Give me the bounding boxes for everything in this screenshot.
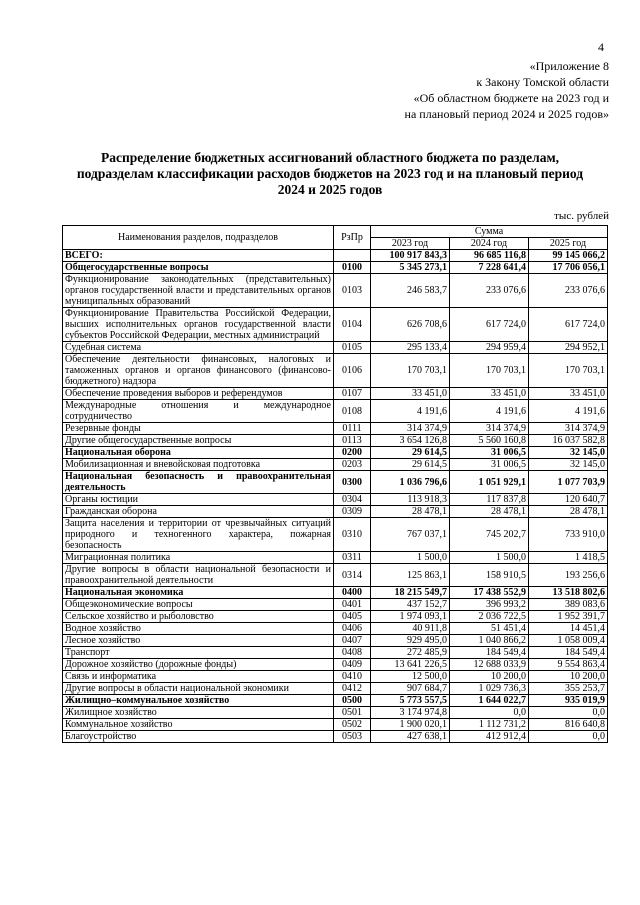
row-value-2023: 295 133,4 [371, 342, 450, 354]
row-value-2024: 158 910,5 [450, 564, 529, 587]
row-value-2025: 10 200,0 [529, 671, 608, 683]
row-value-2025: 17 706 056,1 [529, 262, 608, 274]
row-value-2025: 32 145,0 [529, 459, 608, 471]
row-name-cell: Национальная оборона [63, 447, 334, 459]
row-value-2023: 12 500,0 [371, 671, 450, 683]
table-row [63, 564, 608, 587]
table-row [63, 274, 608, 308]
row-value-2024: 1 051 929,1 [450, 471, 529, 494]
appendix-line: к Закону Томской области [476, 75, 609, 89]
appendix-reference [405, 58, 609, 122]
table-row [63, 647, 608, 659]
row-value-2024: 170 703,1 [450, 354, 529, 388]
row-value-2024: 17 438 552,9 [450, 587, 529, 599]
row-code-cell: 0400 [334, 587, 371, 599]
row-value-2025: 32 145,0 [529, 447, 608, 459]
header-year-2025: 2025 год [529, 238, 608, 250]
row-value-2023: 1 500,0 [371, 552, 450, 564]
appendix-line: «Об областном бюджете на 2023 год и [413, 91, 609, 105]
table-row [63, 471, 608, 494]
title-line: 2024 и 2025 годов [277, 182, 383, 197]
row-value-2024: 412 912,4 [450, 731, 529, 743]
row-value-2024: 2 036 722,5 [450, 611, 529, 623]
row-name-cell: Функционирование законодательных (представительных) органов государственной власти и представительных органов муниципальных образований [63, 274, 334, 308]
row-value-2023: 125 863,1 [371, 564, 450, 587]
row-value-2023: 246 583,7 [371, 274, 450, 308]
row-value-2025: 4 191,6 [529, 400, 608, 423]
row-code-cell: 0408 [334, 647, 371, 659]
budget-table [62, 225, 608, 743]
row-name-cell: Лесное хозяйство [63, 635, 334, 647]
row-code-cell: 0401 [334, 599, 371, 611]
table-row [63, 635, 608, 647]
table-row [63, 308, 608, 342]
table-header-row [63, 226, 608, 238]
row-name-cell: Благоустройство [63, 731, 334, 743]
row-value-2024: 1 112 731,2 [450, 719, 529, 731]
row-value-2024: 33 451,0 [450, 388, 529, 400]
row-value-2023: 1 974 093,1 [371, 611, 450, 623]
row-value-2023: 18 215 549,7 [371, 587, 450, 599]
row-value-2024: 294 959,4 [450, 342, 529, 354]
header-year-2023: 2023 год [371, 238, 450, 250]
row-value-2025: 617 724,0 [529, 308, 608, 342]
row-value-2023: 29 614,5 [371, 459, 450, 471]
row-value-2024: 117 837,8 [450, 494, 529, 506]
row-value-2023: 767 037,1 [371, 518, 450, 552]
row-name-cell: Международные отношения и международное сотрудничество [63, 400, 334, 423]
table-row [63, 599, 608, 611]
row-code-cell: 0113 [334, 435, 371, 447]
row-code-cell: 0503 [334, 731, 371, 743]
row-name-cell: Другие общегосударственные вопросы [63, 435, 334, 447]
table-row [63, 683, 608, 695]
row-name-cell: Обеспечение деятельности финансовых, налоговых и таможенных органов и органов финансового (финансово-бюджетного) надзора [63, 354, 334, 388]
row-value-2024: 0,0 [450, 707, 529, 719]
row-value-2025: 120 640,7 [529, 494, 608, 506]
page-number: 4 [598, 40, 604, 54]
row-code-cell [334, 250, 371, 262]
row-value-2025: 33 451,0 [529, 388, 608, 400]
row-value-2023: 113 918,3 [371, 494, 450, 506]
table-body [63, 250, 608, 743]
row-name-cell: Мобилизационная и вневойсковая подготовка [63, 459, 334, 471]
row-value-2024: 396 993,2 [450, 599, 529, 611]
appendix-line: на плановый период 2024 и 2025 годов» [404, 107, 609, 121]
row-name-cell: Жилищное хозяйство [63, 707, 334, 719]
row-name-cell: Судебная система [63, 342, 334, 354]
row-value-2025: 9 554 863,4 [529, 659, 608, 671]
row-code-cell: 0309 [334, 506, 371, 518]
row-value-2023: 314 374,9 [371, 423, 450, 435]
table-row [63, 552, 608, 564]
appendix-line: «Приложение 8 [529, 59, 609, 73]
table-row [63, 447, 608, 459]
row-value-2025: 0,0 [529, 707, 608, 719]
row-name-cell: Коммунальное хозяйство [63, 719, 334, 731]
row-value-2024: 12 688 033,9 [450, 659, 529, 671]
row-value-2023: 3 654 126,8 [371, 435, 450, 447]
row-name-cell: Национальная безопасность и правоохранительная деятельность [63, 471, 334, 494]
row-value-2023: 1 036 796,6 [371, 471, 450, 494]
row-value-2025: 184 549,4 [529, 647, 608, 659]
table-row [63, 719, 608, 731]
row-code-cell: 0407 [334, 635, 371, 647]
row-value-2025: 294 952,1 [529, 342, 608, 354]
row-code-cell: 0203 [334, 459, 371, 471]
row-value-2025: 1 077 703,9 [529, 471, 608, 494]
row-value-2023: 626 708,6 [371, 308, 450, 342]
row-name-cell: Общегосударственные вопросы [63, 262, 334, 274]
title-line: Распределение бюджетных ассигнований областного бюджета по разделам, [100, 150, 560, 165]
row-value-2025: 0,0 [529, 731, 608, 743]
row-value-2023: 272 485,9 [371, 647, 450, 659]
row-value-2023: 929 495,0 [371, 635, 450, 647]
row-name-cell: ВСЕГО: [63, 250, 334, 262]
row-value-2025: 389 083,6 [529, 599, 608, 611]
row-value-2024: 745 202,7 [450, 518, 529, 552]
row-value-2025: 28 478,1 [529, 506, 608, 518]
row-code-cell: 0300 [334, 471, 371, 494]
row-value-2025: 193 256,6 [529, 564, 608, 587]
table-row [63, 587, 608, 599]
row-value-2024: 617 724,0 [450, 308, 529, 342]
row-value-2024: 31 006,5 [450, 459, 529, 471]
row-value-2023: 29 614,5 [371, 447, 450, 459]
row-value-2024: 5 560 160,8 [450, 435, 529, 447]
row-code-cell: 0500 [334, 695, 371, 707]
row-code-cell: 0406 [334, 623, 371, 635]
row-value-2023: 427 638,1 [371, 731, 450, 743]
row-name-cell: Транспорт [63, 647, 334, 659]
row-value-2023: 5 773 557,5 [371, 695, 450, 707]
row-value-2025: 355 253,7 [529, 683, 608, 695]
row-code-cell: 0410 [334, 671, 371, 683]
row-value-2024: 184 549,4 [450, 647, 529, 659]
row-code-cell: 0304 [334, 494, 371, 506]
row-code-cell: 0107 [334, 388, 371, 400]
row-value-2023: 170 703,1 [371, 354, 450, 388]
row-code-cell: 0106 [334, 354, 371, 388]
row-code-cell: 0501 [334, 707, 371, 719]
table-row [63, 400, 608, 423]
table-row [63, 494, 608, 506]
row-value-2024: 96 685 116,8 [450, 250, 529, 262]
row-value-2024: 51 451,4 [450, 623, 529, 635]
row-value-2024: 314 374,9 [450, 423, 529, 435]
table-row [63, 423, 608, 435]
row-name-cell: Гражданская оборона [63, 506, 334, 518]
row-name-cell: Органы юстиции [63, 494, 334, 506]
row-value-2024: 10 200,0 [450, 671, 529, 683]
table-row [63, 695, 608, 707]
row-name-cell: Водное хозяйство [63, 623, 334, 635]
table-row [63, 262, 608, 274]
document-title [60, 150, 600, 198]
row-value-2025: 935 019,9 [529, 695, 608, 707]
row-value-2025: 170 703,1 [529, 354, 608, 388]
row-name-cell: Жилищно–коммунальное хозяйство [63, 695, 334, 707]
row-name-cell: Резервные фонды [63, 423, 334, 435]
row-value-2025: 816 640,8 [529, 719, 608, 731]
table-row [63, 731, 608, 743]
row-name-cell: Миграционная политика [63, 552, 334, 564]
row-name-cell: Связь и информатика [63, 671, 334, 683]
row-value-2025: 1 952 391,7 [529, 611, 608, 623]
row-code-cell: 0405 [334, 611, 371, 623]
row-name-cell: Другие вопросы в области национальной экономики [63, 683, 334, 695]
row-value-2023: 40 911,8 [371, 623, 450, 635]
row-code-cell: 0111 [334, 423, 371, 435]
header-sum: Сумма [371, 226, 608, 238]
row-value-2023: 1 900 020,1 [371, 719, 450, 731]
header-code: РзПр [334, 226, 371, 250]
row-value-2024: 7 228 641,4 [450, 262, 529, 274]
row-name-cell: Другие вопросы в области национальной безопасности и правоохранительной деятельности [63, 564, 334, 587]
table-row [63, 611, 608, 623]
row-code-cell: 0108 [334, 400, 371, 423]
row-value-2025: 13 518 802,6 [529, 587, 608, 599]
row-code-cell: 0311 [334, 552, 371, 564]
title-line: подразделам классификации расходов бюджетов на 2023 год и на плановый период [76, 166, 584, 181]
header-year-2024: 2024 год [450, 238, 529, 250]
row-value-2025: 16 037 582,8 [529, 435, 608, 447]
table-row [63, 388, 608, 400]
row-code-cell: 0200 [334, 447, 371, 459]
row-code-cell: 0412 [334, 683, 371, 695]
row-value-2024: 1 644 022,7 [450, 695, 529, 707]
row-value-2024: 1 040 866,2 [450, 635, 529, 647]
table-row [63, 506, 608, 518]
row-name-cell: Общеэкономические вопросы [63, 599, 334, 611]
row-value-2024: 28 478,1 [450, 506, 529, 518]
table-row [63, 354, 608, 388]
table-row [63, 671, 608, 683]
table-row [63, 707, 608, 719]
row-value-2025: 1 418,5 [529, 552, 608, 564]
table-row [63, 435, 608, 447]
row-name-cell: Функционирование Правительства Российской Федерации, высших исполнительных органов государственной власти субъектов Российской Федерации, местных администраций [63, 308, 334, 342]
row-value-2023: 907 684,7 [371, 683, 450, 695]
row-value-2023: 33 451,0 [371, 388, 450, 400]
row-value-2024: 233 076,6 [450, 274, 529, 308]
table-row [63, 623, 608, 635]
row-value-2024: 31 006,5 [450, 447, 529, 459]
row-code-cell: 0100 [334, 262, 371, 274]
row-value-2023: 3 174 974,8 [371, 707, 450, 719]
row-value-2023: 28 478,1 [371, 506, 450, 518]
row-name-cell: Национальная экономика [63, 587, 334, 599]
row-value-2025: 1 058 009,4 [529, 635, 608, 647]
units-label: тыс. рублей [554, 210, 609, 222]
row-code-cell: 0314 [334, 564, 371, 587]
row-value-2025: 233 076,6 [529, 274, 608, 308]
row-value-2024: 4 191,6 [450, 400, 529, 423]
row-code-cell: 0502 [334, 719, 371, 731]
row-value-2023: 100 917 843,3 [371, 250, 450, 262]
row-code-cell: 0104 [334, 308, 371, 342]
row-value-2025: 733 910,0 [529, 518, 608, 552]
row-value-2023: 4 191,6 [371, 400, 450, 423]
row-value-2023: 437 152,7 [371, 599, 450, 611]
table-row [63, 250, 608, 262]
row-name-cell: Обеспечение проведения выборов и референдумов [63, 388, 334, 400]
row-code-cell: 0310 [334, 518, 371, 552]
table-row [63, 518, 608, 552]
row-code-cell: 0103 [334, 274, 371, 308]
row-value-2024: 1 029 736,3 [450, 683, 529, 695]
row-value-2025: 14 451,4 [529, 623, 608, 635]
table-row [63, 342, 608, 354]
row-value-2025: 314 374,9 [529, 423, 608, 435]
table-row [63, 659, 608, 671]
header-name: Наименования разделов, подразделов [63, 226, 334, 250]
row-value-2023: 13 641 226,5 [371, 659, 450, 671]
row-code-cell: 0105 [334, 342, 371, 354]
row-value-2023: 5 345 273,1 [371, 262, 450, 274]
table-row [63, 459, 608, 471]
row-name-cell: Сельское хозяйство и рыболовство [63, 611, 334, 623]
row-code-cell: 0409 [334, 659, 371, 671]
row-value-2025: 99 145 066,2 [529, 250, 608, 262]
row-value-2024: 1 500,0 [450, 552, 529, 564]
row-name-cell: Дорожное хозяйство (дорожные фонды) [63, 659, 334, 671]
row-name-cell: Защита населения и территории от чрезвычайных ситуаций природного и техногенного характера, пожарная безопасность [63, 518, 334, 552]
